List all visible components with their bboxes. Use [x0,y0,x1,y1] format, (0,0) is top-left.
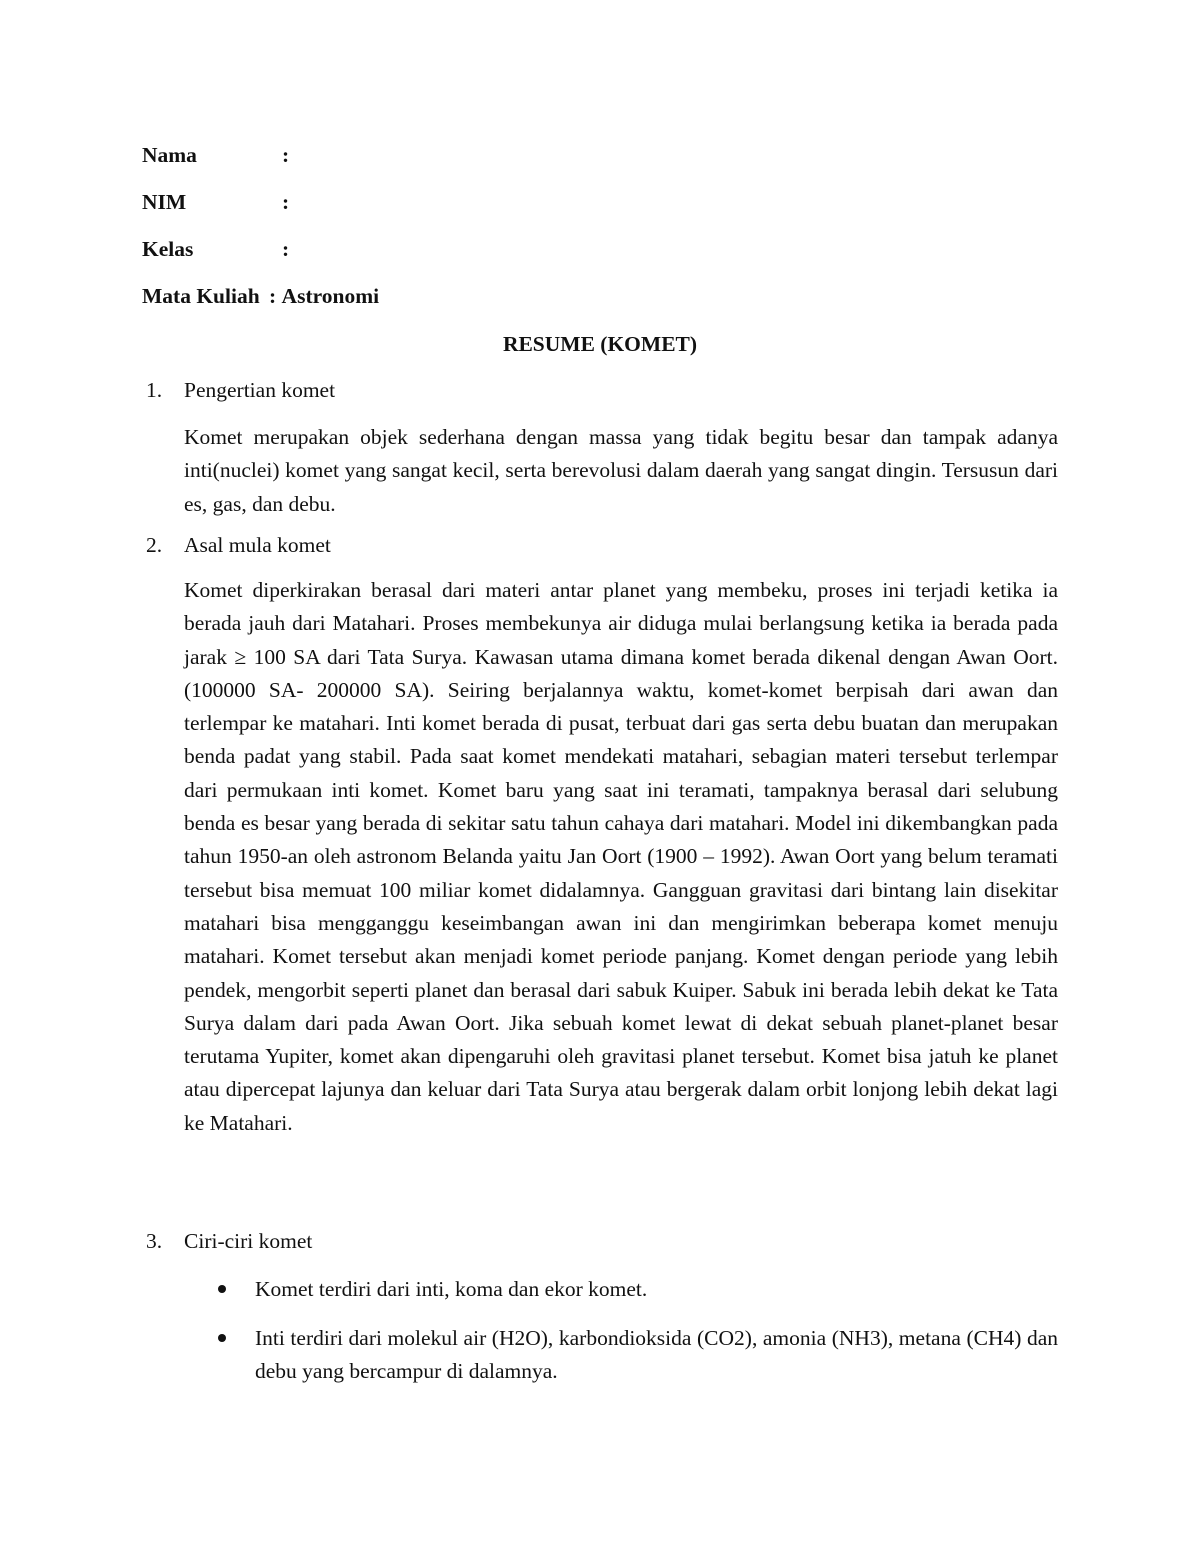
bullet-icon [218,1285,226,1293]
section-heading-2 [146,531,331,559]
field-separator: : [282,237,290,261]
field-label: Mata Kuliah [142,284,260,308]
section-paragraph-2: Komet diperkirakan berasal dari materi antar planet yang membeku, proses ini terjadi ketika ia berada jauh dari Matahari. Proses membekunya air diduga mulai berlangsung ketika ia berada pada jarak ≥ 100 SA dari Tata Surya. Kawasan utama dimana komet berada dikenal dengan Awan Oort. (100000 SA- 200000 SA). Seiring berjalannya waktu, komet-komet berpisah dari awan dan terlempar ke matahari. Inti komet berada di pusat, terbuat dari gas serta debu buatan dan merupakan benda padat yang stabil. Pada saat komet mendekati matahari, sebagian materi tersebut terlempar dari permukaan inti komet. Komet baru yang saat ini teramati, tampaknya berasal dari selubung benda es besar yang berada di sekitar satu tahun cahaya dari matahari. Model ini dikembangkan pada tahun 1950-an oleh astronom Belanda yaitu Jan Oort (1900 – 1992). Awan Oort yang belum teramati tersebut bisa memuat 100 miliar komet didalamnya. Gangguan gravitasi dari bintang lain disekitar matahari bisa mengganggu keseimbangan awan ini dan mengirimkan beberapa komet menuju matahari. Komet tersebut akan menjadi komet periode panjang. Komet dengan periode yang lebih pendek, mengorbit seperti planet dan berasal dari sabuk Kuiper. Sabuk ini berada lebih dekat ke Tata Surya dalam dari pada Awan Oort. Jika sebuah komet lewat di dekat sebuah planet-planet besar terutama Yupiter, komet akan dipengaruhi oleh gravitasi planet tersebut. Komet bisa jatuh ke planet atau dipercepat lajunya dan keluar dari Tata Surya atau bergerak dalam orbit lonjong lebih dekat lagi ke Matahari. [184,578,1058,1135]
field-value: Astronomi [281,284,380,308]
section-heading-1 [146,376,335,404]
section-heading-3 [146,1227,312,1255]
section-paragraph-1: Komet merupakan objek sederhana dengan massa yang tidak begitu besar dan tampak adanya inti(nuclei) komet yang sangat kecil, serta berevolusi dalam daerah yang sangat dingin. Tersusun dari es, gas, dan debu. [184,425,1058,516]
field-mata-kuliah [142,282,379,310]
section-number: 2. [146,533,163,557]
field-separator: : [269,284,277,308]
bullet-text: Komet terdiri dari inti, koma dan ekor komet. [255,1277,648,1301]
field-nama [142,141,289,169]
field-separator: : [282,190,290,214]
section-title: Pengertian komet [184,378,336,402]
field-label: Nama [142,143,197,167]
bullet-item [218,1273,1068,1306]
document-title: RESUME (KOMET) [502,332,698,356]
field-separator: : [282,143,290,167]
bullet-item [218,1322,1068,1388]
field-kelas [142,235,289,263]
bullet-text: Inti terdiri dari molekul air (H2O), karbondioksida (CO2), amonia (NH3), metana (CH4) dan debu yang bercampur di dalamnya. [255,1326,1058,1383]
section-title: Ciri-ciri komet [184,1229,313,1253]
section-title: Asal mula komet [184,533,331,557]
field-label: Kelas [142,237,194,261]
field-label: NIM [142,190,187,214]
section-number: 3. [146,1229,163,1253]
field-nim [142,188,289,216]
bullet-icon [218,1334,226,1342]
section-number: 1. [146,378,163,402]
